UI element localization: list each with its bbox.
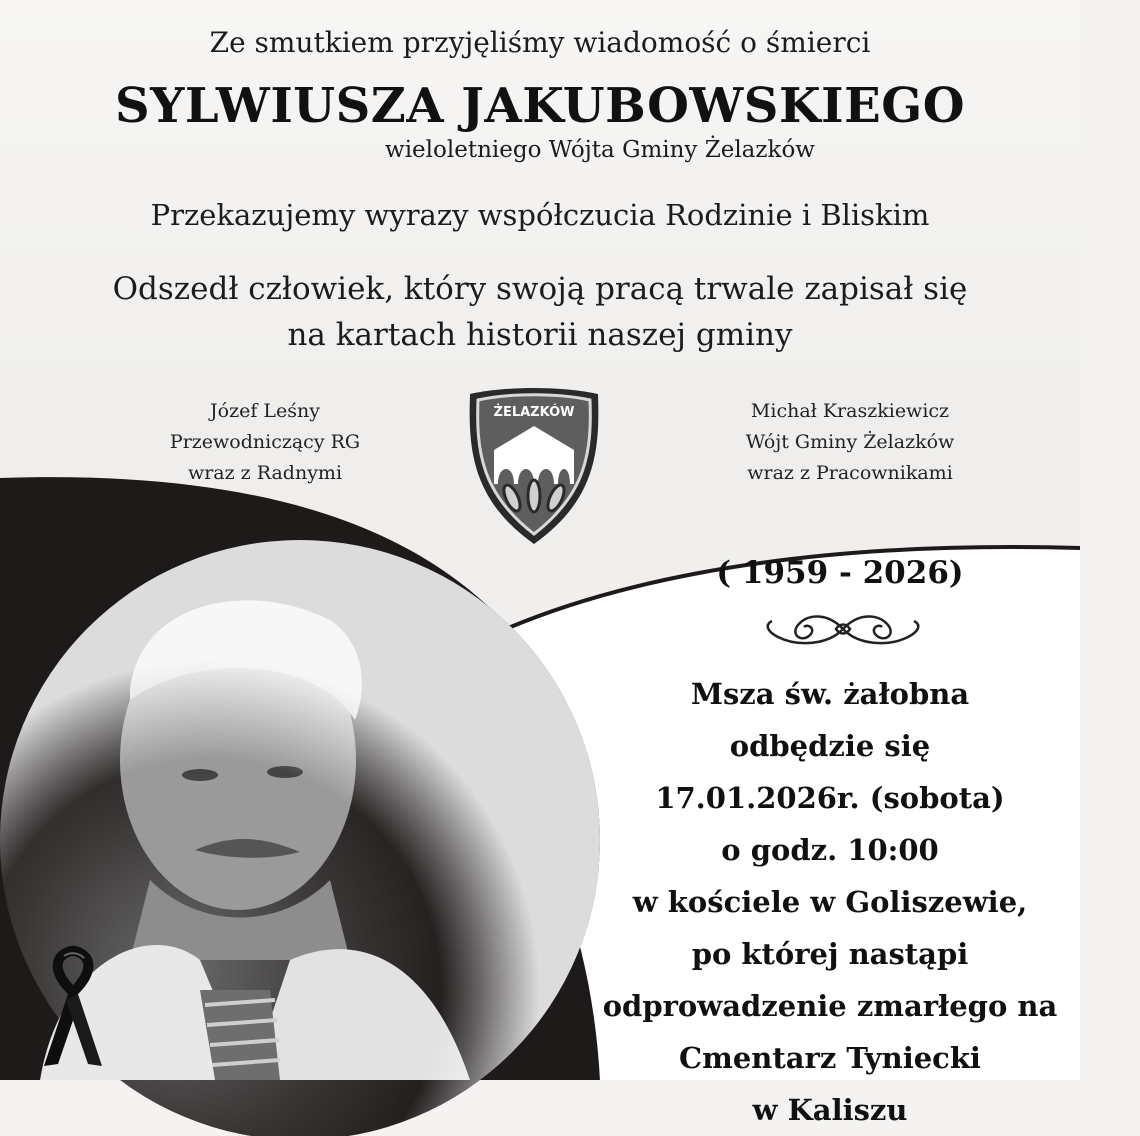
deceased-role: wieloletniego Wójta Gminy Żelazków bbox=[385, 137, 815, 163]
signatory-group: wraz z Pracownikami bbox=[747, 462, 953, 484]
mass-line: odbędzie się bbox=[729, 729, 931, 763]
signatory-title: Wójt Gminy Żelazków bbox=[745, 431, 955, 453]
condolences-text: Przekazujemy wyrazy współczucia Rodzinie i Bliskim bbox=[150, 198, 930, 232]
signatory-name: Józef Leśny bbox=[210, 400, 320, 422]
mass-city: w Kaliszu bbox=[752, 1093, 908, 1127]
mass-line: odprowadzenie zmarłego na bbox=[602, 989, 1058, 1023]
signatory-council bbox=[115, 396, 415, 489]
signatory-name: Michał Kraszkiewicz bbox=[750, 400, 950, 422]
mourning-ribbon-icon bbox=[38, 948, 108, 1070]
signatory-title: Przewodniczący RG bbox=[169, 431, 361, 453]
mass-date: 17.01.2026r. (sobota) bbox=[655, 781, 1005, 815]
deceased-name: SYLWIUSZA JAKUBOWSKIEGO bbox=[114, 78, 966, 134]
intro-text: Ze smutkiem przyjęliśmy wiadomość o śmierci bbox=[209, 26, 871, 59]
mass-time: o godz. 10:00 bbox=[721, 833, 939, 867]
funeral-mass-info bbox=[600, 668, 1060, 1136]
mass-line: Msza św. żałobna bbox=[690, 677, 970, 711]
signatory-group: wraz z Radnymi bbox=[187, 462, 343, 484]
mass-cemetery: Cmentarz Tyniecki bbox=[679, 1041, 981, 1075]
mass-line: po której nastąpi bbox=[691, 937, 969, 971]
tribute-line-2: na kartach historii naszej gminy bbox=[287, 317, 793, 353]
signatory-mayor bbox=[700, 396, 1000, 489]
tribute-line-1: Odszedł człowiek, który swoją pracą trwale zapisał się bbox=[112, 271, 968, 307]
crest-label: ŻELAZKÓW bbox=[493, 405, 575, 420]
life-years: ( 1959 - 2026) bbox=[716, 555, 964, 591]
ornament-icon bbox=[758, 607, 928, 651]
coat-of-arms-icon bbox=[466, 380, 602, 548]
mass-church: w kościele w Goliszewie, bbox=[632, 885, 1028, 919]
tribute-text bbox=[0, 266, 1080, 358]
